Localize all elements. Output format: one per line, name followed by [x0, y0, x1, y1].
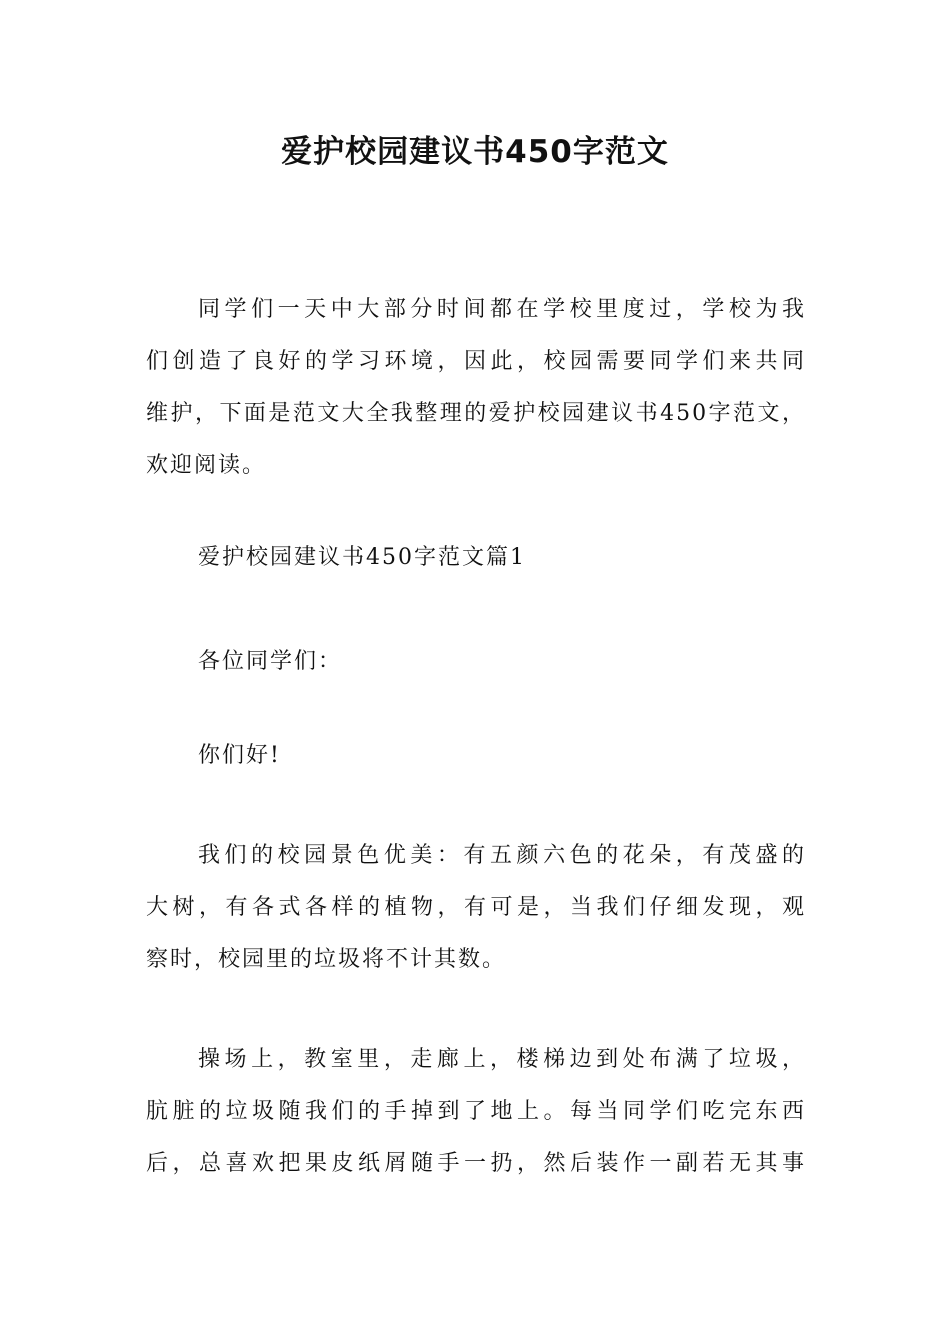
intro-line: 维护，下面是范文大全我整理的爱护校园建议书450字范文，	[146, 401, 806, 426]
section-subtitle	[146, 532, 806, 584]
body-paragraph-2	[146, 1034, 806, 1190]
greeting-text: 你们好!	[198, 743, 281, 768]
intro-line: 同学们一天中大部分时间都在学校里度过，学校为我	[198, 297, 806, 322]
intro-line: 们创造了良好的学习环境，因此，校园需要同学们来共同	[146, 349, 806, 374]
body-line: 操场上，教室里，走廊上，楼梯边到处布满了垃圾，	[198, 1047, 806, 1072]
intro-paragraph	[146, 284, 806, 492]
intro-line: 欢迎阅读。	[146, 453, 267, 478]
document-title: 爱护校园建议书450字范文	[281, 134, 669, 170]
body-line: 肮脏的垃圾随我们的手掉到了地上。每当同学们吃完东西	[146, 1099, 806, 1124]
salutation	[146, 636, 806, 688]
body-line: 察时，校园里的垃圾将不计其数。	[146, 947, 507, 972]
body-line: 我们的校园景色优美：有五颜六色的花朵，有茂盛的	[198, 843, 806, 868]
salutation-text: 各位同学们：	[198, 649, 343, 674]
greeting	[146, 730, 806, 782]
body-line: 后，总喜欢把果皮纸屑随手一扔，然后装作一副若无其事	[146, 1151, 806, 1176]
body-line: 大树，有各式各样的植物，有可是，当我们仔细发现，观	[146, 895, 806, 920]
body-paragraph-1	[146, 830, 806, 986]
subtitle-text: 爱护校园建议书450字范文篇1	[198, 545, 526, 570]
